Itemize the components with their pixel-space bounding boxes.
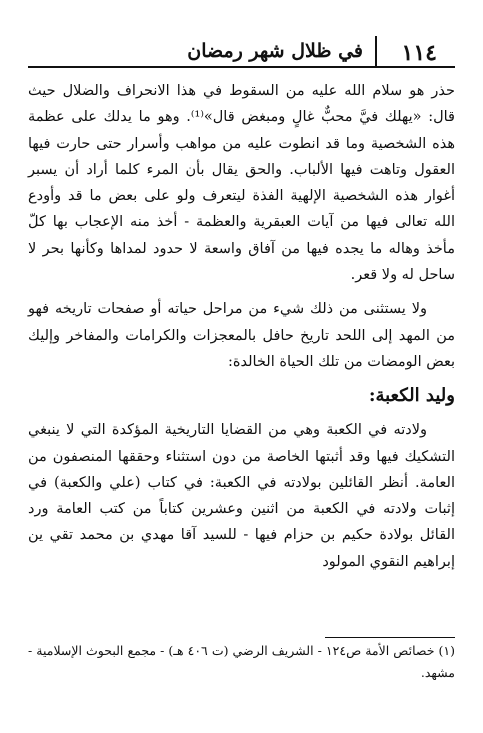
header-rule [28, 66, 455, 68]
footnote: (١) خصائص الأمة ص١٢٤ - الشريف الرضي (ت ٤٠٦ هـ) - مجمع البحوث الإسلامية - مشهد. [28, 643, 455, 680]
main-text [28, 78, 455, 583]
footnote-rule [325, 637, 455, 638]
header-separator [375, 36, 377, 66]
section-heading: وليد الكعبة: [368, 385, 455, 407]
paragraph: ولادته في الكعبة وهي من القضايا التاريخية المؤكدة التي لا ينبغي التشكيك فيها وقد أثبتها الخاصة من دون استثناء وحققها المنصفون من العامة. أنظر القائلين بولادته في الكعبة: في كتاب (علي والكعبة) في إثبات ولادته في الكعبة من اثنين وعشرين كتاباً من كتب العامة ورد القائل بولادة حكيم بن حزام فيها - للسيد آقا مهدي بن محمد تقي ين إبراهيم النقوي المولود [28, 422, 455, 570]
paragraph: حذر هو سلام الله عليه من السقوط في هذا الانحراف والضلال حيث قال: «يهلك فيَّ محبٌّ غالٍ ومبغض قال»⁽¹⁾. وهو ما يدلك على عظمة هذه الشخصية وما قد انطوت عليه من مواهب وأسرار حتى حارت فيها العقول وتاهت فيها الألباب. والحق يقال بأن المرء كلما أراد أن يسبر أغوار هذه الشخصية الإلهية الفذة ليتعرف ولو على بعض ما قد وأودع الله تعالى فيها من آيات العبقرية والعظمة - أخذ منه الإعجاب بها كلّ مأخذ وهاله ما يجده فيها من آفاق واسعة لا حدود لمداها وكأنها بحر لا ساحل له ولا قعر. [28, 83, 455, 284]
page-number: ١١٤ [401, 40, 437, 66]
page-header [28, 32, 455, 70]
running-title: في ظلال شهر رمضان [187, 40, 363, 62]
paragraph: ولا يستثنى من ذلك شيء من مراحل حياته أو صفحات تاريخه فهو من المهد إلى اللحد تاريخ حافل بالمعجزات والكرامات والمفاخر وإليك بعض الومضات من تلك الحياة الخالدة: [28, 301, 455, 370]
